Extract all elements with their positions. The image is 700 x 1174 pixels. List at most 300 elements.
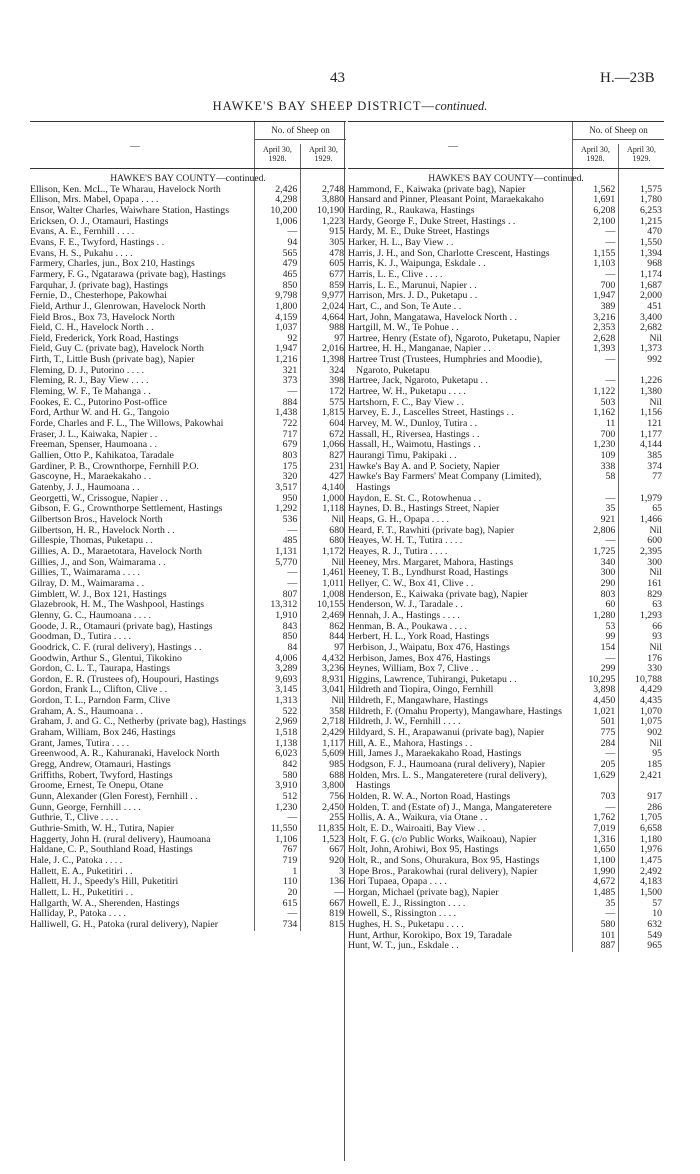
sheep-1929: 10,155 — [317, 599, 344, 611]
owner-name: Hassall, H., Riversea, Hastings . . — [348, 428, 480, 440]
owner-name: Glazebrook, H. M., The Washpool, Hastings — [30, 599, 205, 611]
sheep-1929: 1,000 — [321, 492, 344, 504]
page-number: 43 — [330, 70, 345, 86]
owner-name: Harris, K. J., Waipunga, Eskdale . . — [348, 258, 486, 270]
owner-name: Hartree, W. H., Puketapu . . . . — [348, 386, 466, 398]
owner-name: Hartgill, M. W., Te Pohue . . — [348, 322, 459, 334]
table-row — [30, 888, 346, 899]
sheep-1929: 965 — [647, 940, 662, 952]
sheep-1929: 451 — [647, 300, 662, 312]
sheep-1929: 859 — [329, 279, 344, 291]
sheep-1929: 3 — [339, 865, 344, 877]
owner-name: Henman, B. A., Poukawa . . . . — [348, 620, 467, 632]
sheep-1928: 700 — [600, 428, 616, 440]
sheep-1928: 299 — [600, 663, 616, 675]
sheep-1928: 1,006 — [275, 215, 298, 227]
sheep-1928: 843 — [282, 620, 298, 632]
sheep-1928: 9,798 — [275, 290, 298, 302]
table-row — [348, 206, 664, 217]
sheep-1929: 185 — [647, 759, 662, 771]
sheep-1929: 161 — [647, 577, 662, 589]
owner-name: Fernie, D., Chesterhope, Pakowhai — [30, 290, 167, 302]
owner-name: Hallgarth, W. A., Sherenden, Hastings — [30, 897, 180, 909]
owner-name: Gibson, F. G., Crownthorpe Settlement, Hastings — [30, 503, 223, 515]
sheep-1928: 84 — [287, 641, 298, 653]
sheep-1928: 1,990 — [593, 865, 616, 877]
sheep-1929: 1,066 — [321, 439, 344, 451]
sheep-1928: 803 — [600, 588, 616, 600]
owner-name: Holt, John, Arohiwi, Box 95, Hastings — [348, 844, 499, 856]
sheep-1929: 9,977 — [321, 290, 344, 302]
sheep-1928: 13,312 — [270, 599, 298, 611]
sheep-1928: 53 — [605, 620, 616, 632]
sheep-1929: 176 — [647, 652, 662, 664]
sheep-1928: 154 — [600, 641, 616, 653]
sheep-1929: 4,183 — [639, 876, 662, 888]
sheep-1928: 92 — [287, 332, 298, 344]
sheep-1929: 1,461 — [321, 567, 344, 579]
sheep-1928: 1,216 — [275, 354, 298, 366]
sheep-1928: 1,316 — [593, 833, 616, 845]
sheep-1928: 338 — [600, 460, 616, 472]
owner-name: Holden, R. W. A., Norton Road, Hastings — [348, 791, 511, 803]
sheep-1929: 4,432 — [321, 652, 344, 664]
sheep-1928: 389 — [600, 300, 616, 312]
owner-name: Heynes, William, Box 7, Clive . . — [348, 663, 479, 675]
owner-name: Gilbertson, H. R., Havelock North . . — [30, 524, 175, 536]
sheep-1929: 121 — [647, 418, 662, 430]
owner-name: Hallett, L. H., Puketitiri . . — [30, 886, 134, 898]
sheep-1928: 1,103 — [593, 258, 616, 270]
sheep-1928: 205 — [600, 759, 616, 771]
table-row — [348, 888, 664, 899]
sheep-1929: 1,705 — [639, 812, 662, 824]
owner-name: Heayes, R. J., Tutira . . . . — [348, 545, 448, 557]
sheep-1929: 2,469 — [321, 609, 344, 621]
sheep-1928: — — [287, 386, 298, 398]
sheep-1928: — — [287, 226, 298, 238]
owner-name: Hennah, J. A., Hastings . . . . — [348, 609, 460, 621]
sheep-1929: 2,016 — [321, 343, 344, 355]
date-1928-header: April 30, 1928. — [263, 145, 292, 163]
owner-name: Hawke's Bay Farmers' Meat Company (Limited), Hastings — [348, 471, 542, 494]
owner-name: Harris, J. H., and Son, Charlotte Crescent, Hastings — [348, 247, 550, 259]
sheep-1928: 11,550 — [270, 823, 298, 835]
owner-name: Henderson, E., Kaiwaka (private bag), Napier — [348, 588, 528, 600]
page-reference: H.—23B — [600, 70, 655, 86]
owner-name: Hunt, W. T., jun., Eskdale . . — [348, 940, 459, 952]
sheep-1928: 3,517 — [275, 482, 298, 494]
sheep-1928: 300 — [600, 567, 616, 579]
owner-name: Groome, Ernest, Te Onepu, Otane — [30, 780, 164, 792]
sheep-1929: Nil — [649, 332, 662, 344]
owner-name: Firth, T., Little Bush (private bag), Napier — [30, 354, 195, 366]
sheep-1929: 985 — [329, 759, 344, 771]
sheep-1929: 1,523 — [321, 833, 344, 845]
owner-name: Higgins, Lawrence, Tuhirangi, Puketapu . . — [348, 673, 517, 685]
owner-name: Ensor, Walter Charles, Waiwhare Station, Hastings — [30, 204, 230, 216]
sheep-1929: 4,140 — [321, 482, 344, 494]
sheep-1929: 1,156 — [639, 407, 662, 419]
sheep-1929: 95 — [652, 748, 662, 760]
sheep-1928: 2,100 — [593, 215, 616, 227]
sheep-1928: 921 — [600, 513, 616, 525]
owner-name: Holden, T. and (Estate of) J., Manga, Mangateretere — [348, 801, 552, 813]
owner-name: Guthrie, T., Clive . . . . — [30, 812, 119, 824]
sheep-1929: 827 — [329, 450, 344, 462]
sheep-1928: 1,438 — [275, 407, 298, 419]
owner-name: Gascoyne, H., Maraekakaho . . — [30, 471, 152, 483]
owner-name: Field, C. H., Havelock North . . — [30, 322, 154, 334]
owner-name: Gordon, E. R. (Trustees of), Houpouri, Hastings — [30, 673, 219, 685]
owner-name: Hildreth and Tiopira, Oingo, Fernhill — [348, 684, 494, 696]
owner-name: Heeney, T. B., Lyndhurst Road, Hastings — [348, 567, 509, 579]
sheep-1929: 4,664 — [321, 311, 344, 323]
owner-name: Hartshorn, F. C., Bay View . . — [348, 396, 465, 408]
sheep-1929: 3,400 — [639, 311, 662, 323]
sheep-1929: 57 — [652, 897, 662, 909]
sheep-1928: 175 — [282, 460, 298, 472]
owner-name: Grant, James, Tutira . . . . — [30, 737, 130, 749]
sheep-1929: 3,041 — [321, 684, 344, 696]
owner-name: Harvey, M. W., Dunloy, Tutira . . — [348, 418, 478, 430]
sheep-1928: 2,969 — [275, 716, 298, 728]
sheep-1928: 1,800 — [275, 300, 298, 312]
owner-name: Hardy, George F., Duke Street, Hastings . . — [348, 215, 516, 227]
table-row — [348, 238, 664, 249]
sheep-1929: 1,575 — [639, 183, 662, 195]
sheep-1929: 136 — [329, 876, 344, 888]
sheep-1929: 1,373 — [639, 343, 662, 355]
owner-name: Field, Frederick, York Road, Hastings — [30, 332, 179, 344]
owner-name: Gilbertson Bros., Havelock North — [30, 513, 163, 525]
owner-name: Howell, S., Rissington . . . . — [348, 908, 457, 920]
owner-name: Hughes, H. S., Puketapu . . . . — [348, 918, 464, 930]
owner-name: Gordon, C. L. T., Taurapa, Hastings — [30, 663, 170, 675]
sheep-1928: — — [605, 226, 616, 238]
owner-name: Howell, E. J., Rissington . . . . — [348, 897, 466, 909]
sheep-1928: 9,693 — [275, 673, 298, 685]
owner-name: Holt, R., and Sons, Ohurakura, Box 95, Hastings — [348, 854, 540, 866]
sheep-1928: 1,629 — [593, 769, 616, 781]
sheep-1928: 94 — [287, 236, 298, 248]
sheep-1928: 4,159 — [275, 311, 298, 323]
owner-name: Hammond, F., Kaiwaka (private bag), Napier — [348, 183, 526, 195]
sheep-1928: 1,106 — [275, 833, 298, 845]
sheep-1928: — — [605, 492, 616, 504]
sheep-1928: 1,518 — [275, 727, 298, 739]
owner-name: Halliwell, G. H., Patoka (rural delivery), Napier — [30, 918, 218, 930]
owner-name: Gallien, Otto P., Kahikatoa, Taradale — [30, 450, 174, 462]
sheep-1928: 10,200 — [270, 204, 298, 216]
table-row — [348, 941, 664, 952]
owner-name: Georgetti, W., Crissogue, Napier . . — [30, 492, 168, 504]
sheep-1929: 305 — [329, 236, 344, 248]
sheep-1929: 672 — [329, 428, 344, 440]
sheep-1929: 11,835 — [317, 823, 344, 835]
sheep-1929: Nil — [649, 567, 662, 579]
owner-name: Heaps, G. H., Opapa . . . . — [348, 513, 449, 525]
owner-name: Gilray, D. M., Waimarama . . — [30, 577, 145, 589]
owner-name: Hill, James J., Maraekakaho Road, Hastings — [348, 748, 522, 760]
owner-name: Glenny, G. C., Haumoana . . . . — [30, 609, 151, 621]
owner-name: Hartree, Jack, Ngaroto, Puketapu . . — [348, 375, 488, 387]
owner-name: Ford, Arthur W. and H. G., Tangoio — [30, 407, 170, 419]
owner-name: Harris, L. E., Clive . . . . — [348, 268, 443, 280]
section-heading: HAWKE'S BAY COUNTY—continued. — [428, 173, 584, 184]
sheep-1928: 1,313 — [275, 695, 298, 707]
sheep-1929: 1,117 — [322, 737, 344, 749]
sheep-1928: 1,280 — [593, 609, 616, 621]
sheep-1928: 3,910 — [275, 780, 298, 792]
sheep-1928: — — [605, 652, 616, 664]
owner-name: Fleming, D. J., Putorino . . . . — [30, 364, 145, 376]
owner-name: Field, Guy C. (private bag), Havelock North — [30, 343, 204, 355]
sheep-1929: 478 — [329, 247, 344, 259]
sheep-1928: — — [287, 908, 298, 920]
owner-name: Hallett, E. A., Puketitiri . . — [30, 865, 133, 877]
sheep-1929: 575 — [329, 396, 344, 408]
owner-name: Hunt, Arthur, Korokipo, Box 19, Taradale — [348, 929, 512, 941]
sheep-1929: 10,190 — [317, 204, 344, 216]
owner-name: Holden, Mrs. L. S., Mangateretere (rural delivery), Hastings — [348, 769, 548, 792]
owner-name: Gillespie, Thomas, Puketapu . . — [30, 535, 153, 547]
owner-name: Henderson, W. J., Taradale . . — [348, 599, 463, 611]
sheep-1929: 330 — [647, 663, 662, 675]
sheep-1929: 2,395 — [639, 545, 662, 557]
table-row — [30, 920, 346, 931]
sheep-1929: 398 — [329, 375, 344, 387]
sheep-1929: 632 — [647, 918, 662, 930]
sheep-1929: 1,070 — [639, 705, 662, 717]
sheep-1929: Nil — [331, 513, 344, 525]
owner-name: Hart, John, Mangatawa, Havelock North . . — [348, 311, 517, 323]
owner-name: Haggerty, John H. (rural delivery), Haumoana — [30, 833, 211, 845]
table-row — [30, 206, 346, 217]
sheep-1929: 97 — [334, 641, 344, 653]
sheep-1929: 1,223 — [321, 215, 344, 227]
owner-name: Ellison, Mrs. Mabel, Opapa . . . . — [30, 194, 159, 206]
sheep-1929: 2,429 — [321, 727, 344, 739]
sheep-1928: 1,725 — [593, 545, 616, 557]
sheep-1928: — — [605, 748, 616, 760]
sheep-1928: 320 — [282, 471, 298, 483]
sheep-1929: Nil — [649, 524, 662, 536]
owner-name: Hildreth, F. (Omahu Property), Mangawhare, Hastings — [348, 705, 562, 717]
sheep-1929: 829 — [647, 588, 662, 600]
table-row — [348, 611, 664, 622]
sheep-1929: 1,466 — [639, 513, 662, 525]
sheep-1928: — — [605, 908, 616, 920]
sheep-1928: 2,628 — [593, 332, 616, 344]
sheep-1929: 1,398 — [321, 354, 344, 366]
owner-name: Hill, A. E., Mahora, Hastings . . — [348, 737, 473, 749]
sheep-1929: 1,380 — [639, 386, 662, 398]
sheep-1929: 819 — [329, 908, 344, 920]
owner-name: Ellison, Ken. McL., Te Wharau, Havelock North — [30, 183, 221, 195]
sheep-1929: 862 — [329, 620, 344, 632]
sheep-1929: 10 — [652, 908, 662, 920]
sheep-count-header: No. of Sheep on — [573, 125, 664, 140]
sheep-1928: 2,426 — [275, 183, 298, 195]
sheep-1928: 1,162 — [593, 407, 616, 419]
sheep-1928: 321 — [282, 364, 298, 376]
sheep-1929: 172 — [329, 386, 344, 398]
sheep-1928: 884 — [282, 396, 298, 408]
sheep-1928: 536 — [282, 513, 298, 525]
sheep-1928: 3,289 — [275, 663, 298, 675]
sheep-1928: 1,155 — [593, 247, 616, 259]
owner-name: Gillies, T., Waimarama . . . . — [30, 567, 140, 579]
right-table-body — [348, 169, 664, 952]
table-row — [30, 579, 346, 590]
owner-name: Goodwin, Arthur S., Glentui, Tikokino — [30, 652, 182, 664]
owner-name: Hansard and Pinner, Pleasant Point, Maraekakaho — [348, 194, 544, 206]
owner-name: Hardy, M. E., Duke Street, Hastings — [348, 226, 490, 238]
owner-name: Graham, William, Box 246, Hastings — [30, 727, 176, 739]
sheep-1928: 503 — [600, 396, 616, 408]
table-row — [30, 547, 346, 558]
table-row — [348, 270, 664, 281]
sheep-1928: — — [605, 801, 616, 813]
sheep-1929: Nil — [649, 737, 662, 749]
sheep-1929: 667 — [329, 844, 344, 856]
date-1929-header: April 30, 1929. — [309, 145, 338, 163]
sheep-1929: 427 — [329, 471, 344, 483]
owner-name: Gunn, George, Fernhill . . . . — [30, 801, 141, 813]
sheep-1928: 373 — [282, 375, 298, 387]
owner-name: Hart, C., and Son, Te Aute . . — [348, 300, 462, 312]
sheep-1928: 3,898 — [593, 684, 616, 696]
owner-name: Goodman, D., Tutira . . . . — [30, 631, 131, 643]
owner-name: Hawke's Bay A. and P. Society, Napier — [348, 460, 500, 472]
table-row — [348, 579, 664, 590]
owner-name: Evans, A. E., Fernhill . . . . — [30, 226, 135, 238]
section-heading: HAWKE'S BAY COUNTY—continued. — [110, 173, 266, 184]
left-table — [30, 121, 346, 931]
owner-name: Haynes, D. B., Hastings Street, Napier — [348, 503, 500, 515]
sheep-1929: 688 — [329, 769, 344, 781]
sheep-1929: 66 — [652, 620, 662, 632]
sheep-1928: 5,770 — [275, 556, 298, 568]
table-row — [348, 920, 664, 931]
sheep-1929: 4,144 — [639, 439, 662, 451]
sheep-1928: 775 — [600, 727, 616, 739]
sheep-1928: 1,910 — [275, 609, 298, 621]
owner-name: Guthrie-Smith, W. H., Tutira, Napier — [30, 823, 174, 835]
sheep-1929: 93 — [652, 631, 662, 643]
owner-name: Hildyard, S. H., Arapawanui (private bag), Napier — [348, 727, 545, 739]
sheep-1929: 6,253 — [639, 204, 662, 216]
owner-name: Hallett, H. J., Speedy's Hill, Puketitiri — [30, 876, 179, 888]
name-column-header: — — [448, 141, 458, 152]
sheep-1929: 4,435 — [639, 695, 662, 707]
sheep-1929: 1,215 — [639, 215, 662, 227]
sheep-1929: 374 — [647, 460, 662, 472]
sheep-1929: 3,800 — [321, 780, 344, 792]
sheep-1929: 324 — [329, 364, 344, 376]
sheep-1929: 844 — [329, 631, 344, 643]
sheep-1928: 3,145 — [275, 684, 298, 696]
sheep-1928: 767 — [282, 844, 298, 856]
owner-name: Haydon, E. St. C., Rotowhenua . . — [348, 492, 482, 504]
owner-name: Holt, F. G. (c/o Public Works, Waikoau), Napier — [348, 833, 537, 845]
sheep-1929: 2,492 — [639, 865, 662, 877]
sheep-1928: 501 — [600, 716, 616, 728]
owner-name: Harvey, E. J., Lascelles Street, Hastings . . — [348, 407, 514, 419]
sheep-1929: 6,658 — [639, 823, 662, 835]
sheep-1929: Nil — [331, 695, 344, 707]
sheep-1928: 679 — [282, 439, 298, 451]
owner-name: Harding, R., Raukawa, Hastings — [348, 204, 475, 216]
sheep-1928: 1,393 — [593, 343, 616, 355]
owner-name: Gardiner, P. B., Crownthorpe, Fernhill P.O. — [30, 460, 199, 472]
sheep-1929: 1,174 — [639, 268, 662, 280]
sheep-1929: 5,609 — [321, 748, 344, 760]
sheep-1928: 803 — [282, 450, 298, 462]
table-row — [348, 547, 664, 558]
owner-name: Griffiths, Robert, Twyford, Hastings — [30, 769, 173, 781]
sheep-1929: 1,008 — [321, 588, 344, 600]
sheep-1929: — — [334, 886, 344, 898]
owner-name: Evans, H. S., Pukahu . . . . — [30, 247, 133, 259]
sheep-1929: 600 — [647, 535, 662, 547]
owner-name: Graham, A. S., Haumoana . . — [30, 705, 143, 717]
sheep-1928: 1,947 — [593, 290, 616, 302]
sheep-1929: 3,236 — [321, 663, 344, 675]
owner-name: Field Bros., Box 73, Havelock North — [30, 311, 175, 323]
sheep-1928: — — [287, 524, 298, 536]
owner-name: Freeman, Spenser, Haumoana . . — [30, 439, 157, 451]
owner-name: Haurangi Timu, Pakipaki . . — [348, 450, 457, 462]
owner-name: Gillies, A. D., Maraetotara, Havelock North — [30, 545, 202, 557]
sheep-1929: 992 — [647, 354, 662, 366]
sheep-1928: 522 — [282, 705, 298, 717]
sheep-1929: 667 — [329, 897, 344, 909]
sheep-1928: 1,037 — [275, 322, 298, 334]
owner-name: Fleming, R. J., Bay View . . . . — [30, 375, 149, 387]
sheep-1929: 1,293 — [639, 609, 662, 621]
sheep-1929: 286 — [647, 801, 662, 813]
sheep-1929: 1,075 — [639, 716, 662, 728]
owner-name: Ericksen, O. J., Otamauri, Hastings — [30, 215, 169, 227]
left-table-header — [30, 121, 346, 169]
sheep-1928: 1 — [292, 865, 298, 877]
sheep-1928: 109 — [600, 450, 616, 462]
sheep-1929: 677 — [329, 268, 344, 280]
sheep-1928: 479 — [282, 258, 298, 270]
sheep-1929: 77 — [652, 471, 662, 483]
owner-name: Gatenby, J. J., Haumoana . . — [30, 482, 140, 494]
sheep-1929: 97 — [334, 332, 344, 344]
sheep-1929: 470 — [647, 226, 662, 238]
sheep-1928: 887 — [600, 940, 616, 952]
table-row — [348, 355, 664, 376]
sheep-1928: 3,216 — [593, 311, 616, 323]
sheep-1929: 1,687 — [639, 279, 662, 291]
sheep-1928: 1,230 — [275, 801, 298, 813]
sheep-1928: — — [605, 535, 616, 547]
sheep-1929: 680 — [329, 535, 344, 547]
sheep-1928: 1,762 — [593, 812, 616, 824]
sheep-1928: 99 — [605, 631, 616, 643]
sheep-1928: 580 — [282, 769, 298, 781]
sheep-1929: 902 — [647, 727, 662, 739]
owner-name: Harrison, Mrs. J. D., Puketapu . . — [348, 290, 478, 302]
sheep-1929: 2,682 — [639, 322, 662, 334]
owner-name: Herbison, J., Waipatu, Box 476, Hastings — [348, 641, 510, 653]
owner-name: Graham, J. and G. C., Netherby (private bag), Hastings — [30, 716, 247, 728]
